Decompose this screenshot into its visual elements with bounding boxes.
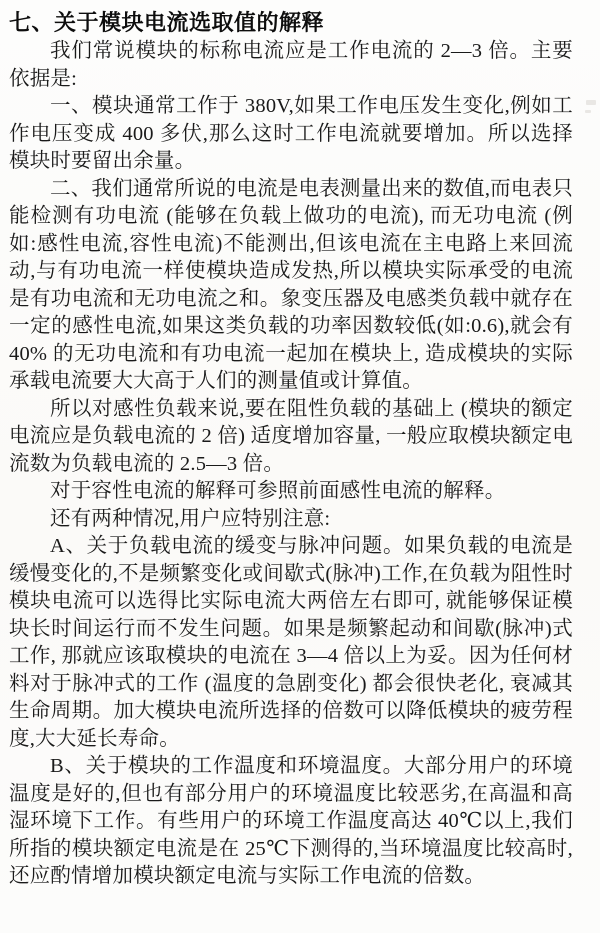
document-body [9,38,573,891]
paragraph-capacitive: 对于容性电流的解释可参照前面感性电流的解释。 [50,480,506,502]
paragraph-point-1: 一、模块通常工作于 380V,如果工作电压发生变化,例如工作电压变成 400 多伏,那么这时工作电流就要增加。所以选择模块时要留出余量。 [9,95,573,172]
paragraph-intro: 我们常说模块的标称电流应是工作电流的 2—3 倍。主要依据是: [9,40,573,90]
paragraph-notice: 还有两种情况,用户应特别注意: [50,507,331,530]
paragraph-point-2: 二、我们通常所说的电流是电表测量出来的数值,而电表只能检测有功电流 (能够在负载上做功的电流), 而无功电流 (例如:感性电流,容性电流)不能测出,但该电流在主电路上来回流动,与有功电流一样使模块造成发热,所以模块实际承受的电流是有功电流和无功电流之和。象变压器及电感类负载中就存在一定的感性电流,如果这类负载的功率因数较低(如:0.6),就会有 40% 的无功电流和有功电流一起加在模块上, 造成模块的实际承载电流要大大高于人们的测量值或计算值。 [9,177,573,392]
scan-artifact [586,100,596,105]
scan-artifact [585,110,591,113]
paragraph-inductive: 所以对感性负载来说,要在阻性负载的基础上 (模块的额定电流应是负载电流的 2 倍) 适度增加容量, 一般应取模块额定电流数为负载电流的 2.5—3 倍。 [9,397,573,475]
paragraph-case-a: A、关于负载电流的缓变与脉冲问题。如果负载的电流是缓慢变化的,不是频繁变化或间歇式(脉冲)工作,在负载为阻性时模块电流可以选得比实际电流大两倍左右即可, 就能够保证模块长时间运行而不发生问题。如果是频繁起动和间歇(脉冲)式工作, 那就应该取模块的电流在 3—4 倍以上为妥。因为任何材料对于脉冲式的工作 (温度的急剧变化) 都会很快老化, 衰减其生命周期。加大模块电流所选择的倍数可以降低模块的疲劳程度,大大延长寿命。 [9,535,573,750]
section-heading: 七、关于模块电流选取值的解释 [9,10,325,35]
paragraph-case-b: B、关于模块的工作温度和环境温度。大部分用户的环境温度是好的,但也有部分用户的环境温度比较恶劣,在高温和高湿环境下工作。有些用户的环境工作温度高达 40℃以上,我们所指的模块额定电流是在 25℃下测得的,当环境温度比较高时,还应酌情增加模块额定电流与实际工作电流的倍数。 [9,755,573,887]
